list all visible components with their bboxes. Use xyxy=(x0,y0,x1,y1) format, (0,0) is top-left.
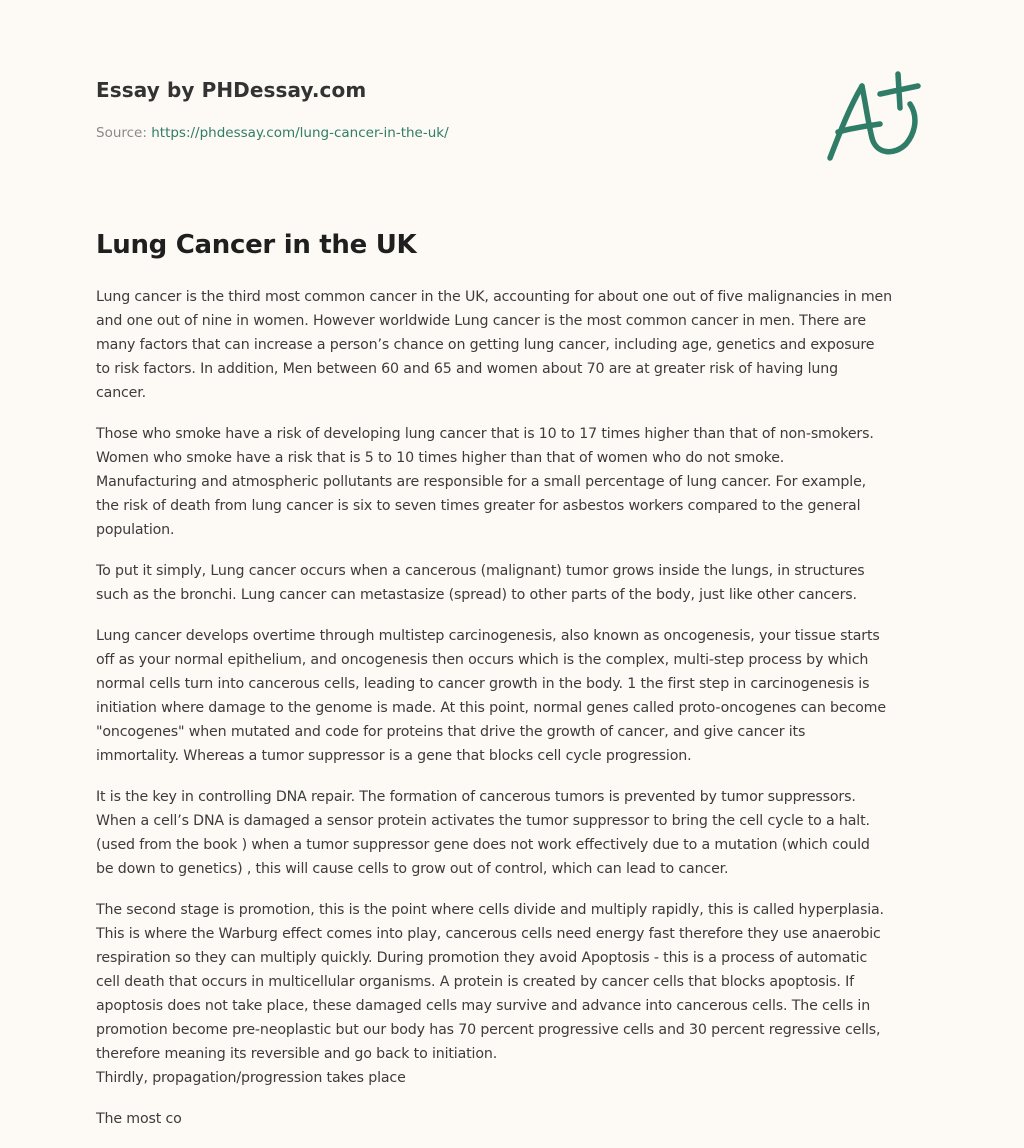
paragraph-line: promotion become pre-neoplastic but our body has 70 percent progressive cells and 30 percent regressive cells, xyxy=(96,1022,881,1038)
article-paragraph xyxy=(96,898,936,1090)
paragraph-line: be down to genetics) , this will cause cells to grow out of control, which can lead to cancer. xyxy=(96,861,729,877)
paragraph-line: population. xyxy=(96,522,175,538)
paragraph-line: off as your normal epithelium, and oncogenesis then occurs which is the complex, multi-step process by which xyxy=(96,652,869,668)
paragraph-line: normal cells turn into cancerous cells, leading to cancer growth in the body. 1 the first step in carcinogenesis is xyxy=(96,676,870,692)
essay-header xyxy=(96,74,928,143)
paragraph-line: When a cell’s DNA is damaged a sensor protein activates the tumor suppressor to bring the cell cycle to a halt. xyxy=(96,813,870,829)
paragraph-line: many factors that can increase a person’s chance on getting lung cancer, including age, genetics and exposure xyxy=(96,337,875,353)
paragraph-line: cancer. xyxy=(96,385,147,401)
article-paragraph xyxy=(96,285,936,405)
article-paragraph xyxy=(96,422,936,542)
paragraph-line: Women who smoke have a risk that is 5 to 10 times higher than that of women who do not smoke. xyxy=(96,450,785,466)
paragraph-line: Lung cancer is the third most common cancer in the UK, accounting for about one out of five malignancies in men xyxy=(96,289,892,305)
paragraph-line: and one out of nine in women. However worldwide Lung cancer is the most common cancer in men. There are xyxy=(96,313,866,329)
paragraph-line: apoptosis does not take place, these damaged cells may survive and advance into cancerous cells. The cells in xyxy=(96,998,871,1014)
article-paragraph xyxy=(96,624,936,768)
article-paragraph xyxy=(96,1107,936,1131)
paragraph-line: Thirdly, propagation/progression takes place xyxy=(96,1070,406,1086)
paragraph-line: Those who smoke have a risk of developing lung cancer that is 10 to 17 times higher than that of non-smokers. xyxy=(96,426,874,442)
paragraph-line: Manufacturing and atmospheric pollutants are responsible for a small percentage of lung cancer. For example, xyxy=(96,474,867,490)
paragraph-line: The second stage is promotion, this is the point where cells divide and multiply rapidly, this is called hyperplasia. xyxy=(96,902,884,918)
paragraph-line: the risk of death from lung cancer is six to seven times greater for asbestos workers compared to the general xyxy=(96,498,861,514)
paragraph-line: It is the key in controlling DNA repair. The formation of cancerous tumors is prevented by tumor suppressors. xyxy=(96,789,856,805)
source-link[interactable]: https://phdessay.com/lung-cancer-in-the-uk/ xyxy=(151,125,449,141)
paragraph-line: immortality. Whereas a tumor suppressor is a gene that blocks cell cycle progression. xyxy=(96,748,692,764)
paragraph-line: respiration so they can multiply quickly. During promotion they avoid Apoptosis - this is a process of automatic xyxy=(96,950,868,966)
article-body xyxy=(96,285,936,1148)
source-line xyxy=(96,123,928,143)
paragraph-line: initiation where damage to the genome is made. At this point, normal genes called proto-oncogenes can become xyxy=(96,700,886,716)
paragraph-line: The most co xyxy=(96,1111,182,1127)
source-label: Source: xyxy=(96,125,147,141)
paragraph-line: cell death that occurs in multicellular organisms. A protein is created by cancer cells that blocks apoptosis. If xyxy=(96,974,854,990)
paragraph-line: Lung cancer develops overtime through multistep carcinogenesis, also known as oncogenesis, your tissue starts xyxy=(96,628,880,644)
paragraph-line: to risk factors. In addition, Men between 60 and 65 and women about 70 are at greater risk of having lung xyxy=(96,361,838,377)
article-paragraph xyxy=(96,785,936,881)
paragraph-line: "oncogenes" when mutated and code for proteins that drive the growth of cancer, and give cancer its xyxy=(96,724,806,740)
paragraph-line: This is where the Warburg effect comes into play, cancerous cells need energy fast therefore they use anaerobic xyxy=(96,926,881,942)
paragraph-line: (used from the book ) when a tumor suppressor gene does not work effectively due to a mutation (which could xyxy=(96,837,870,853)
a-plus-grade-icon xyxy=(822,66,932,166)
brand-title: Essay by PHDessay.com xyxy=(96,78,367,102)
article-title: Lung Cancer in the UK xyxy=(96,230,417,260)
paragraph-line: To put it simply, Lung cancer occurs when a cancerous (malignant) tumor grows inside the lungs, in structures xyxy=(96,563,865,579)
paragraph-line: such as the bronchi. Lung cancer can metastasize (spread) to other parts of the body, just like other cancers. xyxy=(96,587,857,603)
paragraph-line: therefore meaning its reversible and go back to initiation. xyxy=(96,1046,498,1062)
article-paragraph xyxy=(96,559,936,607)
